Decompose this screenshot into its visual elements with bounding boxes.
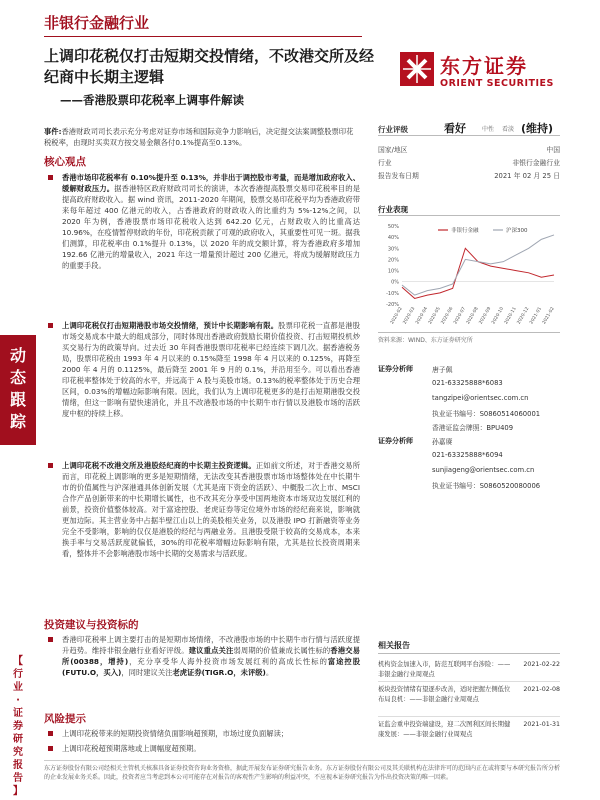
info-value: 中国 bbox=[546, 146, 560, 154]
analyst-phone: 021-63325888*6083 bbox=[432, 379, 503, 387]
chart-x-tick: 2020-08 bbox=[465, 306, 480, 326]
chart-y-tick: 20% bbox=[387, 257, 399, 264]
advice-item bbox=[44, 634, 360, 678]
rating-status: (维持) bbox=[521, 122, 554, 135]
related-divider bbox=[378, 716, 560, 717]
info-key: 国家/地区 bbox=[378, 146, 408, 154]
info-row-date bbox=[378, 168, 560, 180]
advice-mid: 弱周期的价值兼成长属性标的 bbox=[233, 646, 331, 655]
core-item-lead: 上调印花税仅打击短期港股市场交投情绪，预计中长期影响有限。 bbox=[62, 321, 279, 330]
chart-x-tick: 2020-03 bbox=[402, 306, 417, 326]
core-item bbox=[44, 460, 360, 559]
advice-bold-4: 老虎证券(TIGR.O，未评级) bbox=[172, 668, 266, 677]
chart-x-tick: 2020-12 bbox=[516, 306, 531, 326]
analyst-name: 孙嘉赓 bbox=[432, 438, 453, 446]
chart-x-tick: 2020-07 bbox=[453, 306, 468, 326]
side-category-label bbox=[4, 655, 32, 798]
chart-source: 资料来源：WIND、东方证券研究所 bbox=[378, 332, 560, 344]
core-paragraph bbox=[44, 320, 360, 419]
analyst-license: 执业证书编号：S0860514060001 bbox=[432, 410, 541, 418]
core-item-lead: 香港市场印花税率有 0.10%提升至 0.13%，并非出于调控股市考量，而是增加政府收入、缓解财政压力。 bbox=[62, 173, 360, 193]
analyst-email[interactable]: sunjiageng@orientsec.com.cn bbox=[432, 466, 535, 474]
related-divider bbox=[378, 681, 560, 682]
analyst-license: 执业证书编号：S0860520080006 bbox=[432, 482, 541, 490]
chart-y-tick: 50% bbox=[387, 224, 399, 230]
performance-chart bbox=[378, 218, 560, 328]
industry-header: 非银行金融行业 bbox=[44, 14, 150, 32]
side-label-char: 跟 bbox=[9, 390, 26, 409]
chart-x-tick: 2020-04 bbox=[415, 306, 430, 326]
analyst-phone: 021-63325888*6094 bbox=[432, 451, 503, 459]
core-item-lead: 上调印花税不改港交所及港股经纪商的中长期主投资逻辑。 bbox=[62, 461, 256, 470]
side-band bbox=[0, 0, 36, 800]
analyst-hk-license: 香港证监会牌照：BPU409 bbox=[432, 424, 514, 432]
chart-x-tick: 2020-02 bbox=[389, 306, 404, 326]
related-report-item[interactable] bbox=[378, 685, 560, 704]
related-report-date: 2021-02-22 bbox=[523, 661, 560, 668]
rating-low: 看淡 bbox=[502, 126, 515, 133]
section-core-heading: 核心观点 bbox=[44, 156, 86, 168]
advice-mid-2: ，充分享受华人海外投资市场发展红利的高成长性标的 bbox=[128, 657, 328, 666]
chart-y-tick: 30% bbox=[387, 246, 399, 253]
rating-label: 行业评级 bbox=[378, 125, 408, 134]
chart-series-line bbox=[402, 235, 554, 295]
advice-bold-1: 建议重点关注 bbox=[188, 646, 234, 655]
related-report-title[interactable]: 机构资金加速入市，防范互联网平台涉险：——非银金融行业周观点 bbox=[378, 661, 511, 678]
rating-row bbox=[378, 120, 560, 136]
side-category-char: 究 bbox=[13, 747, 23, 758]
event-paragraph bbox=[44, 126, 360, 148]
side-category-char: 报 bbox=[13, 760, 23, 771]
chart-x-tick: 2020-05 bbox=[427, 306, 442, 326]
related-report-date: 2021-01-31 bbox=[523, 721, 560, 728]
chart-legend-label: 沪深300 bbox=[506, 228, 528, 234]
info-value: 非银行金融行业 bbox=[512, 159, 560, 167]
side-category-char: 行 bbox=[13, 669, 23, 680]
chart-y-tick: 40% bbox=[387, 235, 399, 242]
page-title: 上调印花税仅打击短期交投情绪，不改港交所及经纪商中长期主逻辑 bbox=[44, 47, 375, 86]
advice-end: 。 bbox=[265, 668, 274, 677]
info-key: 报告发布日期 bbox=[378, 172, 419, 180]
related-report-title[interactable]: 证监会重申投资端建设，迎二次图利区间长期健康发展：——非银金融行业周观点 bbox=[378, 721, 511, 738]
section-advice-heading: 投资建议与投资标的 bbox=[44, 619, 139, 631]
logo-text-en: ORIENT SECURITIES bbox=[440, 78, 554, 89]
advice-bold-2: 香港交易所(00388，增持) bbox=[62, 646, 361, 666]
related-report-item[interactable] bbox=[378, 660, 560, 679]
core-item-body: 据香港特区政府财政司司长的演讲，本次香港提高股票交易印花税率目的是提高政府财政收入。据 wind 资讯，2011-2020 年期间，股票交易印花税平均为香港政府带来每年超过 400 亿港元的收入，占香港政府的财政收入的比重约为 5%-12%之间，以 2020 年为例，香港股票市场印花税收入达到 642.20 亿元，占财政收入的比重高达 10.96%，在疫情暂停财政的年份，印花税贡献了可观的政府收入，其重要性可见一斑。据我们测算，印花税率由 0.1%提升 0.13%，以 2020 年的成交额计算，将为香港政府多增加 192.66 亿港元的增量收入，2021 年这一增量预计超过 200 亿港元，将成为缓解财政压力的重要手段。 bbox=[62, 184, 361, 270]
chart-x-tick: 2020-11 bbox=[503, 306, 518, 326]
chart-series-line bbox=[402, 248, 554, 298]
info-key: 行业 bbox=[378, 159, 392, 167]
core-item-body: 股票印花税一直都是港股市场交易成本中最大的组成部分，同时体现出香港政府鼓励长期价值投资、打击短期投机炒买交易行为的政策导向。过去近 30 年间香港股票印花税率已经连续下调几次。据香港税务局，股票印花税由 1993 年 4 月以来的 0.15%降至 1998 年 4 月以来的 0.125%，再降至 2000 年 4 月的 0.1125%，最后降至 2001 年 9 月的 0.1%，并沿用至今。可以看出香港印花税率整体处于较高的水平，并远高于 A 股与美股市场。0.13%的税率整体处于历史合理区间，0.03%的增幅边际影响有限。因此，我们认为上调印花税更多的是打击短期港股交投情绪，但这一影响有望快速消化，并且不改港股市场的中长期牛市行情以及港股市场的活跃度中枢的持续上移。 bbox=[62, 321, 361, 418]
core-item-body: 正如前文所述，对于香港交易所而言，印花税上调影响的更多是短期情绪，无法改变其香港股票市场市场整体处在中长期牛市的价值属性与沪深港通具体创新发展（尤其是南下资金的活跃）、中概股二次上市、MSCI 合作产品创新带来的中长期增长属性，也不改其充分享受中国两地资本市场双边发展红利的前景，投资价值整体较高。对于富途控股、老虎证券等定位境外市场的经纪商来说，影响就更加边际。其主营业务中占据半壁江山以上的美股相关业务，以及港股 IPO 打新融资等业务完全不受影响，影响的仅仅是港股的经纪与两融业务。且港股受限于较高的交易成本，本来换手率与交易活跃度就偏低，30%的印花税率增幅边际影响有限，尤其是拉长投资周期来看，整体并不会影响港股市场中长期的交易需求与活跃度。 bbox=[62, 461, 361, 558]
side-category-char: 【 bbox=[13, 656, 23, 667]
core-item bbox=[44, 172, 360, 271]
side-section-label bbox=[0, 345, 36, 433]
performance-heading: 行业表现 bbox=[378, 202, 560, 216]
advice-pre: 香港印花税率上调主要打击的是短期市场情绪，不改港股市场的中长期牛市行情与活跃度提升趋势。维持非银金融行业看好评级。 bbox=[62, 635, 360, 655]
side-section-tag bbox=[0, 335, 36, 445]
side-category-char: 券 bbox=[13, 721, 23, 732]
analyst-label: 证券分析师 bbox=[378, 437, 413, 445]
info-value: 2021 年 02 月 25 日 bbox=[494, 172, 560, 180]
side-label-char: 踪 bbox=[9, 412, 26, 431]
side-label-char: 态 bbox=[9, 368, 26, 387]
chart-y-tick: 10% bbox=[387, 268, 399, 275]
event-label: 事件: bbox=[44, 127, 62, 136]
risk-list bbox=[44, 728, 360, 754]
info-row-industry bbox=[378, 155, 560, 167]
advice-bold-3: 富途控股(FUTU.O，买入) bbox=[62, 657, 361, 677]
page-subtitle: ——香港股票印花税率上调事件解读 bbox=[60, 93, 244, 107]
chart-x-tick: 2020-06 bbox=[440, 306, 455, 326]
chart-y-tick: -20% bbox=[386, 302, 399, 308]
orient-logo-icon bbox=[400, 52, 434, 86]
chart-x-tick: 2021-01 bbox=[529, 306, 544, 326]
analyst-email[interactable]: tangzipei@orientsec.com.cn bbox=[432, 394, 529, 402]
advice-mid-3: ，同时建议关注 bbox=[121, 668, 173, 677]
related-report-item[interactable] bbox=[378, 720, 560, 739]
chart-x-tick: 2021-02 bbox=[541, 306, 556, 326]
side-category-char: 证 bbox=[13, 708, 23, 719]
analyst-name: 唐子佩 bbox=[432, 366, 453, 374]
risk-item: 上调印花税超预期落地或上调幅度超预期。 bbox=[44, 743, 360, 754]
side-category-char: 业 bbox=[13, 682, 23, 693]
info-row-region bbox=[378, 142, 560, 154]
related-report-title[interactable]: 板块投资情绪有望逐步改善，适时把握左侧低位布局良机：——非银金融行业周观点 bbox=[378, 686, 511, 703]
side-label-char: 动 bbox=[9, 346, 26, 365]
side-band-top bbox=[0, 0, 36, 335]
logo-text-cn: 东方证券 bbox=[440, 54, 528, 78]
chart-legend-label: 非银行金融 bbox=[451, 228, 479, 234]
core-paragraph bbox=[44, 460, 360, 559]
related-reports-heading: 相关报告 bbox=[378, 640, 560, 654]
header-divider bbox=[44, 36, 362, 37]
side-category-char: 】 bbox=[13, 786, 23, 797]
rating-value: 看好 bbox=[444, 122, 466, 135]
core-paragraph bbox=[44, 172, 360, 271]
chart-y-tick: 0% bbox=[391, 279, 399, 286]
side-category-char: · bbox=[16, 695, 20, 706]
side-category-char: 告 bbox=[13, 773, 23, 784]
core-item bbox=[44, 320, 360, 419]
rating-mid: 中性 bbox=[482, 126, 495, 133]
advice-paragraph bbox=[44, 634, 360, 678]
related-report-date: 2021-02-08 bbox=[523, 686, 560, 693]
chart-x-tick: 2020-10 bbox=[491, 306, 506, 326]
side-category-char: 研 bbox=[13, 734, 23, 745]
section-risk-heading: 风险提示 bbox=[44, 713, 86, 725]
chart-x-tick: 2020-09 bbox=[478, 306, 493, 326]
analyst-label: 证券分析师 bbox=[378, 365, 413, 373]
risk-item: 上调印花税带来的短期投资情绪负面影响超预期，市场过度负面解读； bbox=[44, 728, 360, 739]
chart-y-tick: -10% bbox=[386, 290, 399, 297]
event-text: 香港财政司司长表示充分考虑对证券市场和国际竞争力影响后，决定提交法案调整股票印花税税率，由现时买卖双方按交易金额各付0.1%提高至0.13%。 bbox=[44, 127, 354, 147]
disclaimer-footer: 东方证券股份有限公司经相关主管机关核准具备证券投资咨询业务资格，据此开展发布证券研究报告业务。东方证券股份有限公司及其关联机构在法律许可的范围内正在或将要与本研究报告所分析的企业发展业务关系。因此，投资者应当考虑到本公司可能存在对报告的客观性产生影响的利益冲突，不应视本证券研究报告为作出投资决策的唯一因素。 bbox=[44, 760, 560, 782]
